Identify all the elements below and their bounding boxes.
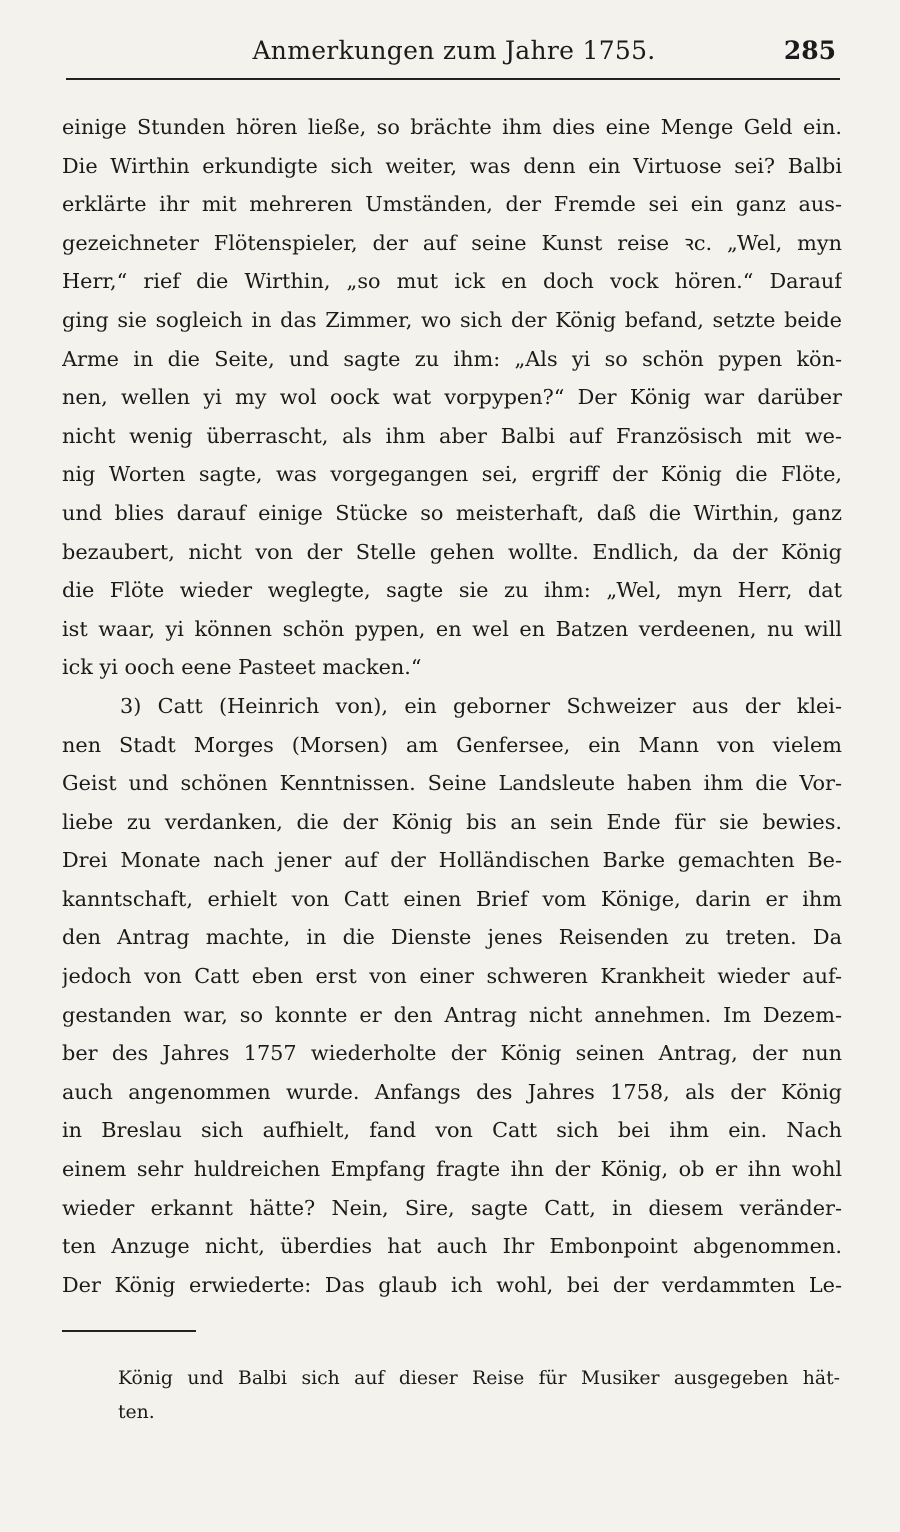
text-line: einem sehr huldreichen Empfang fragte ihn der König, ob er ihn wohl: [62, 1157, 842, 1182]
text-line: nig Worten sagte, was vorgegangen sei, ergriff der König die Flöte,: [62, 462, 842, 487]
text-line: Drei Monate nach jener auf der Holländischen Barke gemachten Be-: [62, 848, 842, 873]
footnote-rule: [62, 1330, 196, 1332]
text-line: gezeichneter Flötenspieler, der auf seine Kunst reise ꝛc. „Wel, myn: [62, 230, 842, 255]
text-line: nicht wenig überrascht, als ihm aber Balbi auf Französisch mit we-: [62, 423, 842, 448]
footnote: [118, 1362, 840, 1430]
text-line: ging sie sogleich in das Zimmer, wo sich der König befand, setzte beide: [62, 307, 842, 332]
page-number: 285: [783, 36, 836, 65]
body-text: [62, 108, 842, 1304]
text-line: den Antrag machte, in die Dienste jenes Reisenden zu treten. Da: [62, 925, 842, 950]
footnote-line: ten.: [118, 1402, 155, 1423]
text-line: Der König erwiederte: Das glaub ich wohl, bei der verdammten Le-: [62, 1272, 842, 1297]
text-line: nen Stadt Morges (Morsen) am Genfersee, ein Mann von vielem: [62, 732, 842, 757]
header-rule: [66, 78, 840, 80]
text-line: bezaubert, nicht von der Stelle gehen wollte. Endlich, da der König: [62, 539, 842, 564]
text-line: Arme in die Seite, und sagte zu ihm: „Als yi so schön pypen kön-: [62, 346, 842, 371]
text-line: ber des Jahres 1757 wiederholte der König seinen Antrag, der nun: [62, 1041, 842, 1066]
text-line: wieder erkannt hätte? Nein, Sire, sagte Catt, in diesem veränder-: [62, 1195, 842, 1220]
text-line: ick yi ooch eene Pasteet macken.“: [62, 655, 422, 680]
text-line: erklärte ihr mit mehreren Umständen, der Fremde sei ein ganz aus-: [62, 192, 842, 217]
running-title: Anmerkungen zum Jahre 1755.: [252, 36, 656, 65]
text-line: und blies darauf einige Stücke so meisterhaft, daß die Wirthin, ganz: [62, 500, 842, 525]
running-head: [66, 30, 842, 70]
text-line: Geist und schönen Kenntnissen. Seine Landsleute haben ihm die Vor-: [62, 771, 842, 796]
text-line: kanntschaft, erhielt von Catt einen Brief vom Könige, darin er ihm: [62, 886, 842, 911]
footnote-line: König und Balbi sich auf dieser Reise für Musiker ausgegeben hät-: [118, 1368, 840, 1389]
text-line: gestanden war, so konnte er den Antrag nicht annehmen. Im Dezem-: [62, 1002, 842, 1027]
text-line: in Breslau sich aufhielt, fand von Catt sich bei ihm ein. Nach: [62, 1118, 842, 1143]
note-3-start-line: 3) Catt (Heinrich von), ein geborner Schweizer aus der klei-: [120, 693, 842, 718]
text-line: auch angenommen wurde. Anfangs des Jahres 1758, als der König: [62, 1079, 842, 1104]
text-line: Die Wirthin erkundigte sich weiter, was denn ein Virtuose sei? Balbi: [62, 153, 842, 178]
text-line: die Flöte wieder weglegte, sagte sie zu ihm: „Wel, myn Herr, dat: [62, 578, 842, 603]
text-line: ist waar, yi können schön pypen, en wel en Batzen verdeenen, nu will: [62, 616, 842, 641]
text-line: ten Anzuge nicht, überdies hat auch Ihr Embonpoint abgenommen.: [62, 1234, 842, 1259]
text-line: einige Stunden hören ließe, so brächte ihm dies eine Menge Geld ein.: [62, 115, 842, 139]
text-line: Herr,“ rief die Wirthin, „so mut ick en doch vock hören.“ Darauf: [62, 269, 842, 294]
text-line: nen, wellen yi my wol oock wat vorpypen?“ Der König war darüber: [62, 385, 842, 410]
text-line: jedoch von Catt eben erst von einer schweren Krankheit wieder auf-: [62, 964, 842, 989]
text-line: liebe zu verdanken, die der König bis an sein Ende für sie bewies.: [62, 809, 842, 834]
